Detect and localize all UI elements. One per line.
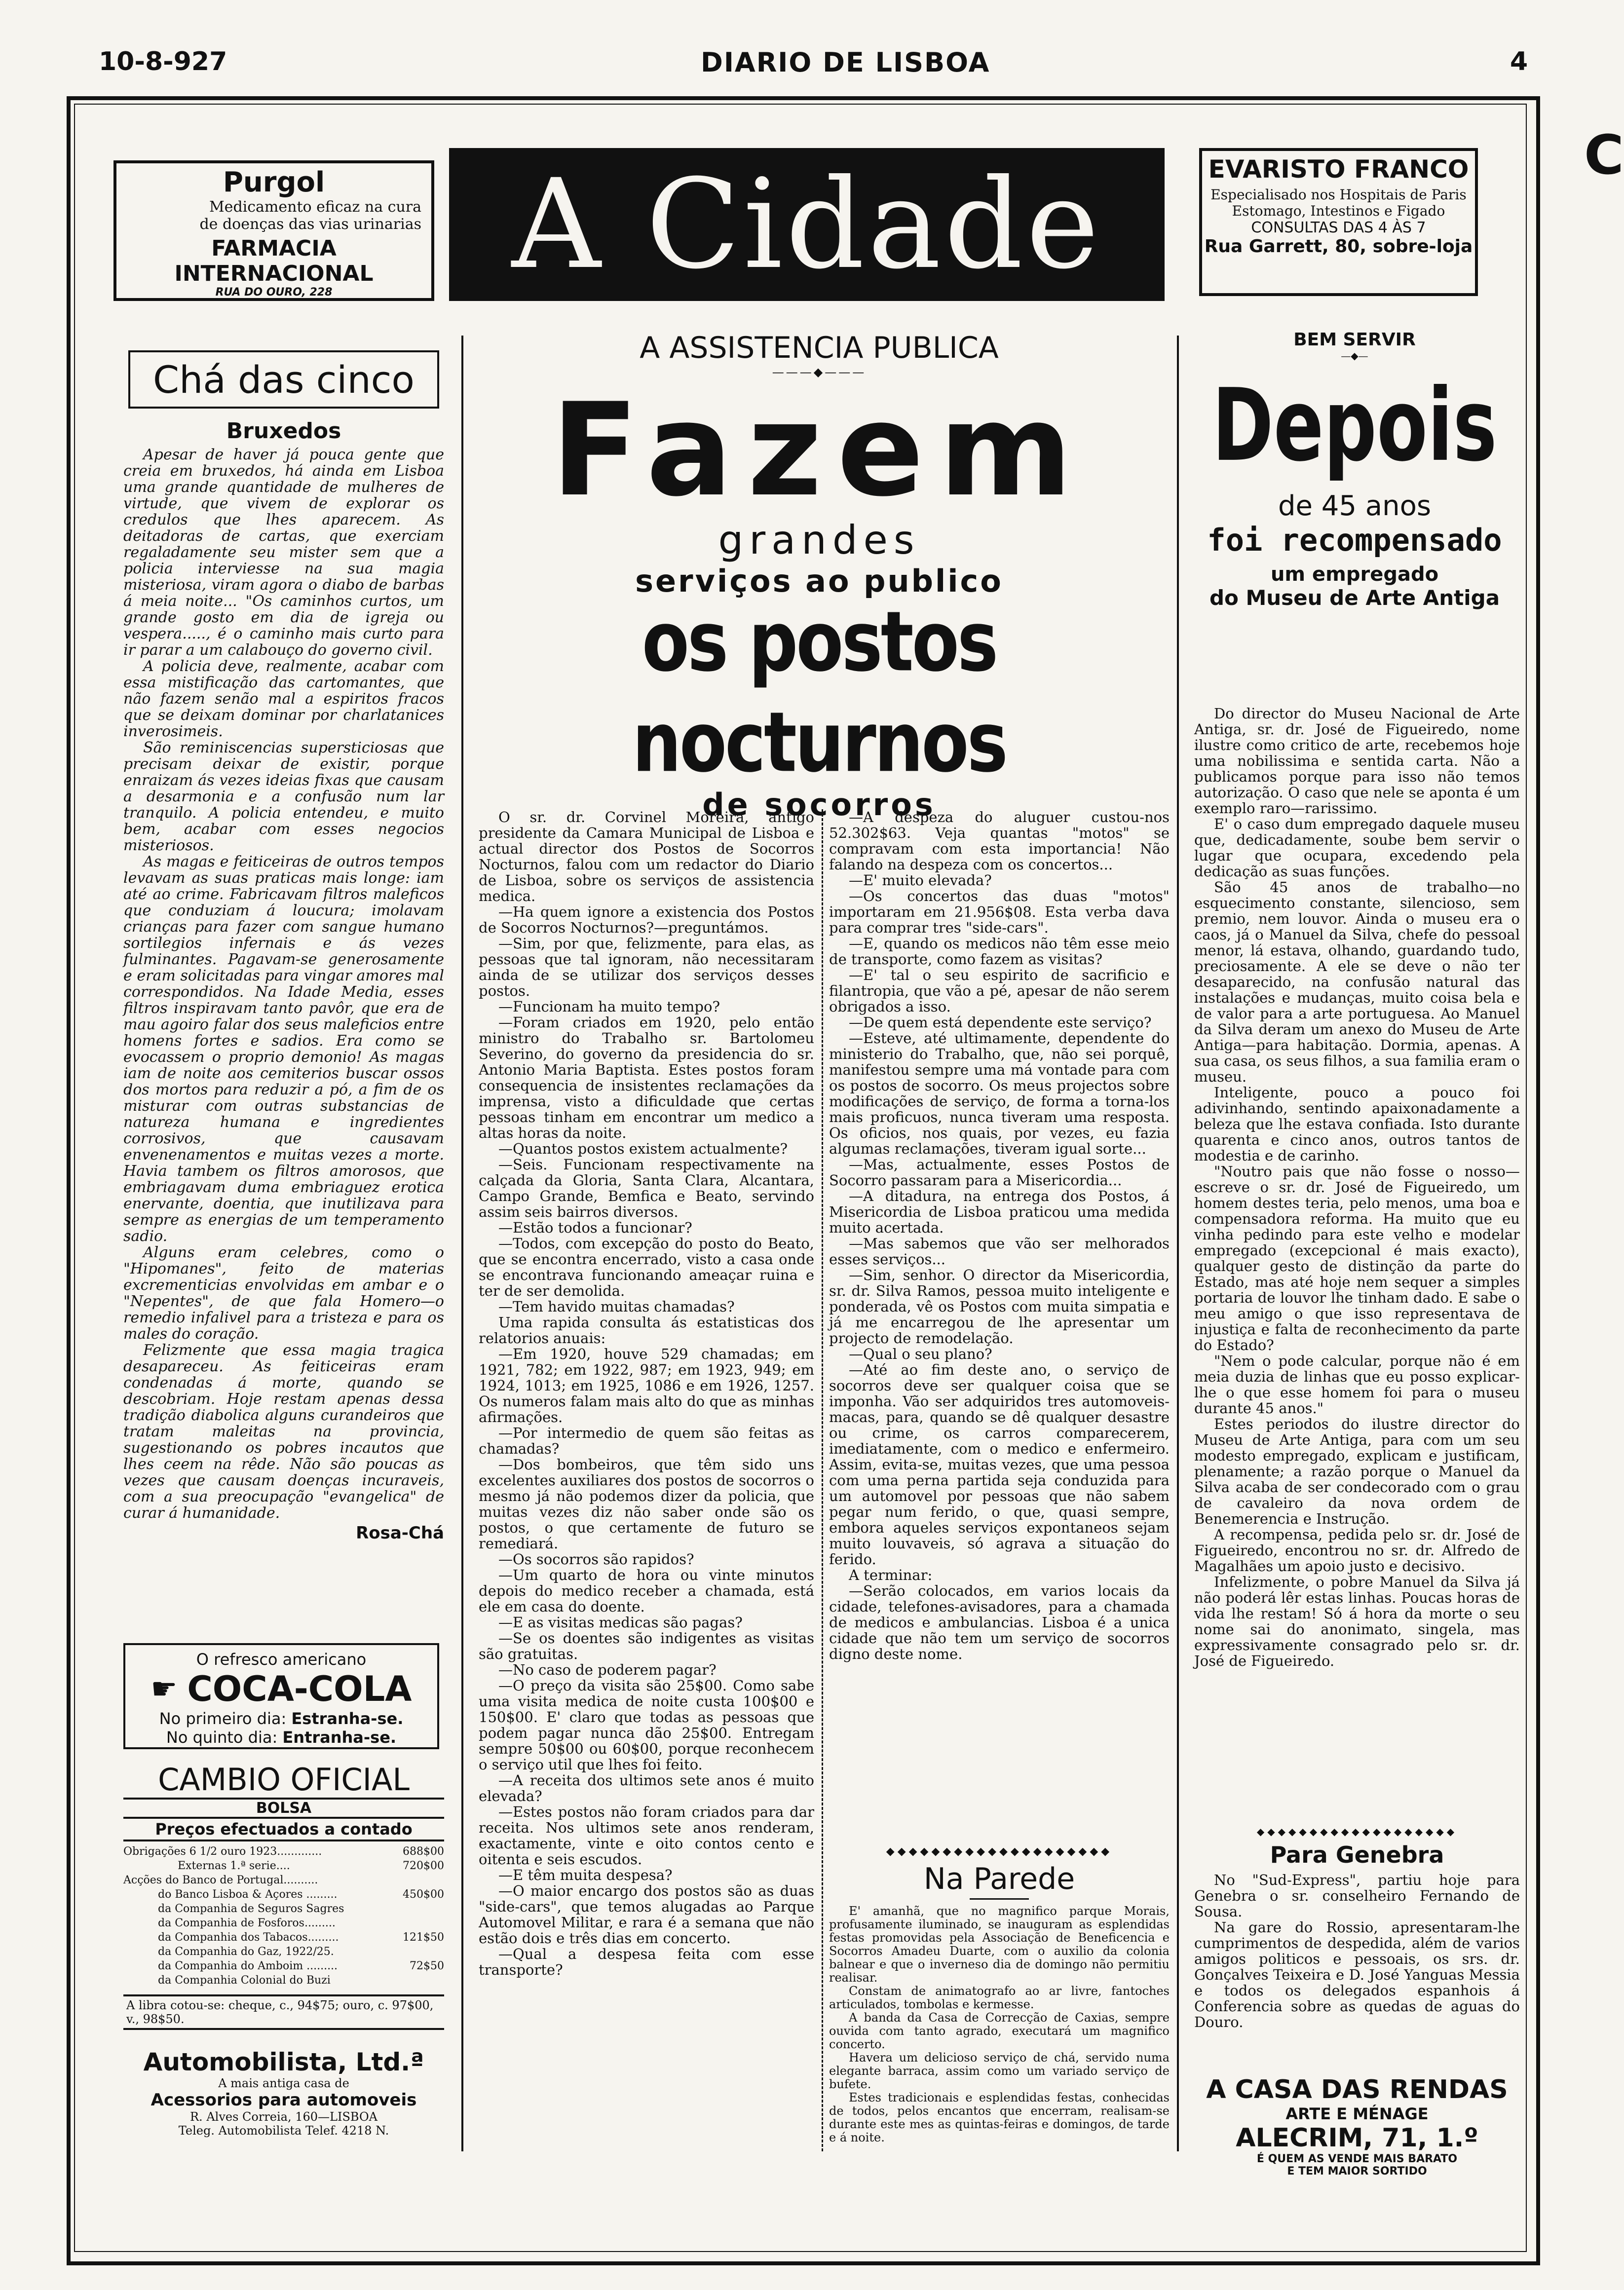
table-row [123,1930,444,1945]
depois-paragraph: Do director do Museu Nacional de Arte Antiga, sr. dr. José de Figueiredo, nome ilustre como critico de arte, recebemos hoje uma nobilissima e sentida carta. Não a publicamos porque para isso não temos autorização. O caso que nele se aponta é um exemplo raro—rarissimo. [1194,705,1520,817]
parede-rule [970,1898,1029,1900]
rendas-line2: É QUEM AS VENDE MAIS BARATO [1256,2153,1458,2165]
assistencia-paragraph: —O maior encargo dos postos são as duas "side-cars", que temos alugadas ao Parque Automovel Militar, e rara é a semana que não estão dois e três dias em concerto. [479,1882,814,1947]
rendas-address: ALECRIM, 71, 1.º [1236,2123,1478,2153]
parede-ornament: ◆◆◆◆◆◆◆◆◆◆◆◆◆◆◆◆◆◆◆◆ [886,1845,1113,1858]
assistencia-paragraph: —Ha quem ignore a existencia dos Postos de Socorros Nocturnos?—preguntámos. [479,903,814,936]
table-row [123,1945,444,1959]
assistencia-paragraph: —E, quando os medicos não têm esse meio de transporte, como fazem as visitas? [829,935,1170,968]
coca-line2a: No primeiro dia: [159,1709,287,1728]
evaristo-line3: CONSULTAS DAS 4 ÀS 7 [1251,219,1426,236]
column-rule-3 [822,809,824,2151]
automobilista-line3: R. Alves Correia, 160—LISBOA [189,2110,378,2124]
assistencia-col1 [479,809,814,1978]
cambio-table [123,1844,444,1988]
cha-paragraph: Apesar de haver já pouca gente que creia em bruxedos, há ainda em Lisboa uma grande quantidade de mulheres de virtude, que vivem de explorar os credulos que lhes aparecem. As deitadoras de cartas, que exerciam regaladamente seu mister sem que a policia interviesse na sua magia misteriosa, viram agora o diabo de barbas á meia noite... "Os caminhos curtos, um grande gosto em dia de igreja ou vespera....., é o caminho mais curto para ir parar a um calabouço do governo civil. [123,446,444,659]
depois-deck3: um empregado [1270,563,1439,586]
assistencia-paragraph: —E' tal o seu espirito de sacrificio e filantropia, que vão a pé, apesar de não serem obrigados a isso. [829,967,1170,1015]
assistencia-paragraph: —No caso de poderem pagar? [498,1661,717,1678]
assistencia-paragraph: —De quem está dependente este serviço? [849,1014,1152,1031]
parede-paragraph: Estes tradicionais e esplendidas festas, conhecidas de todos, pelos encantos que encerram, realisam-se durante este mes as quintas-feiras e domingos, de tarde e á noite. [829,2091,1170,2144]
table-row [123,1844,444,1859]
parede-paragraph: Havera um delicioso serviço de chá, servido numa elegante barraca, assim como um variado serviço de bufete. [829,2051,1170,2091]
depois-paragraph: São 45 anos de trabalho—no esquecimento constante, silencioso, sem premio, nem louvor. Ainda o museu era o caos, já o Manuel da Silva, chefe do pessoal menor, lá estava, olhando, guardando tudo, preciosamente. A ele se deve o não ter desaparecido, na confusão natural das instalações e mudanças, muito coisa bela e de valor para a arte portuguesa. Ao Manuel da Silva deram um anexo do Museu de Arte Antiga—para habitação. Dormia, apenas. A sua casa, os seus filhos, a sua familia eram o museu. [1194,879,1520,1085]
parede-paragraph: Constam de animatografo ao ar livre, fantoches articulados, tombolas e kermesse. [829,1984,1170,2011]
assistencia-deck2: serviços ao publico [635,563,1003,599]
table-row [123,1873,444,1887]
assistencia-paragraph: —Os socorros são rapidos? [498,1551,694,1568]
coca-brand: COCA-COLA [187,1669,412,1709]
cha-body [123,447,444,1521]
page-number: 4 [1510,47,1528,76]
evaristo-line2: Estomago, Intestinos e Figado [1232,203,1445,219]
cha-subheading: Bruxedos [226,418,341,444]
cambio-row-value: 450$00 [403,1888,444,1901]
table-row [123,1859,444,1873]
table-row [123,1887,444,1902]
table-row [123,1973,444,1988]
assistencia-paragraph: —Todos, com excepção do posto do Beato, que se encontra encerrado, visto a casa onde se encontrava funcionando ameaçar ruina e ter de ser demolida. [479,1235,814,1299]
cambio-heading: Preços efectuados a contado [155,1820,413,1839]
automobilista-ad [123,2048,444,2138]
purgol-line2: de doenças das vias urinarias [199,216,421,233]
cambio-row-label: Acções do Banco de Portugal.......... [123,1874,318,1886]
newspaper-title: DIARIO DE LISBOA [701,47,990,78]
assistencia-paragraph: —Estes postos não foram criados para dar receita. Nos ultimos sete anos renderam, exactamente, vinte e oito contos cento e oitenta e seis escudos. [479,1803,814,1868]
cha-heading-box [128,350,439,409]
assistencia-paragraph: —A despeza do aluguer custou-nos 52.302$63. Veja quantas "motos" se compravam com esta importancia! Não falando na despeza com os concertos... [829,809,1170,873]
coca-cola-ad [123,1643,439,1749]
assistencia-paragraph: —Por intermedio de quem são feitas as chamadas? [479,1425,814,1457]
evaristo-address: Rua Garrett, 80, sobre-loja [1204,236,1473,257]
purgol-address: RUA DO OURO, 228 [215,286,333,299]
pointing-hand-icon: ☛ [151,1672,178,1706]
cambio-row-label: da Companhia do Gaz, 1922/25. [158,1946,334,1958]
table-row [123,1916,444,1930]
genebra-paragraph: Na gare do Rossio, apresentaram-lhe cumprimentos de despedida, além de varios amigos politicos e pessoais, os srs. dr. Gonçalves Teixeira e D. José Yanguas Messia e todos os delegados espanhois á Conferencia sobre as quedas de aguas do Douro. [1194,1919,1520,2030]
cambio-rule [123,1840,444,1841]
masthead [449,148,1165,301]
cambio-row-label: da Companhia do Amboim ......... [158,1960,338,1972]
assistencia-paragraph: —Tem havido muitas chamadas? [498,1298,735,1315]
genebra-section [1194,1826,1520,2030]
coca-line1: O refresco americano [196,1650,367,1669]
rendas-line3: E TEM MAIOR SORTIDO [1287,2165,1427,2177]
rendas-line1: ARTE E MÉNAGE [1285,2104,1429,2123]
cha-column [123,336,444,1543]
cambio-section [123,1762,444,2030]
cambio-subtitle: BOLSA [256,1800,312,1817]
cambio-libra: A libra cotou-se: cheque, c., 94$75; ouro, c. 97$00, v., 98$50. [126,1998,434,2026]
automobilista-name: Automobilista, Ltd.ª [143,2048,424,2076]
assistencia-paragraph: —Mas sabemos que vão ser melhorados esses serviços... [829,1235,1170,1268]
assistencia-kicker: A ASSISTENCIA PUBLICA [640,331,999,365]
assistencia-paragraph: —E as visitas medicas são pagas? [498,1614,743,1631]
depois-paragraph: Estes periodos do ilustre director do Museu de Arte Antiga, para com um seu modesto empregado, explicam e justificam, plenamente; a razão porque o Manuel da Silva acaba de ser condecorado com o grau de cavaleiro da nova ordem de Benemerencia e Instrução. [1194,1416,1520,1527]
rendas-ad [1194,2075,1520,2177]
assistencia-paragraph: —Os concertos das duas "motos" importaram em 21.956$08. Esta verba dava para comprar tres "side-cars". [829,888,1170,936]
depois-paragraph: "Noutro pais que não fosse o nosso—escreve o sr. dr. José de Figueiredo, um homem destes teria, pelo menos, uma boa e compensadora reforma. Ha muito que eu vinha pedindo para este velho e modelar empregado (excepcional é mais exacto), qualquer gesto de distinção da parte do Estado, mas até hoje nem sequer a simples portaria de louvor lhe tinham dado. E sabe o meu amigo o que isso representava de injustiça e falta de reconhecimento da parte do Estado? [1194,1163,1520,1353]
assistencia-deck1: grandes [718,517,920,563]
assistencia-paragraph: —Foram criados em 1920, pelo então ministro do Trabalho sr. Bartolomeu Severino, do governo da presidencia do sr. Antonio Maria Baptista. Estes postos foram consequencia de insistentes reclamações da imprensa, visto a dificuldade que certas pessoas tinham em encontrar um medico a altas horas da noite. [479,1014,814,1141]
coca-line3b: Entranha-se. [282,1728,397,1747]
cambio-row-label: do Banco Lisboa & Açores ......... [158,1888,338,1901]
cha-paragraph: As magas e feiticeiras de outros tempos levavam as suas praticas mais longe: iam até ao crime. Fabricavam filtros maleficos que conduziam á loucura; imolavam crianças para fazer com sangue humano sortilegios infernais e ás vezes fulminantes. Pagavam-se generosamente e eram solicitadas para vingar amores mal correspondidos. Na Idade Media, esses filtros inspiravam tanto pavôr, que era de mau agoiro falar dos seus maleficios entre homens fortes e sadios. Era como se evocassem o proprio demonio! As magas iam de noite aos cemiterios buscar ossos dos mortos para reduzir a pó, a fim de os misturar com outras substancias de natureza humana e ingredientes corrosivos, que causavam envenenamentos e muitas vezes a morte. Havia tambem os filtros amorosos, que embriagavam duma embriaguez erotica enervante, doentia, que inutilizava para sempre as energias de um temperamento sadio. [123,853,444,1245]
column-rule-2 [1177,336,1179,2151]
assistencia-headline2: os postos nocturnos [632,594,1006,791]
assistencia-paragraph: —O preço da visita são 25$00. Como sabe uma visita medica de noite custa 100$00 e 150$00. E' claro que todas as pessoas que podem pagar nunca dão 25$00. Entregam sempre 50$00 ou 60$00, porque reconhecem o serviço util que lhes foi feito. [479,1677,814,1773]
genebra-paragraph: No "Sud-Express", partiu hoje para Genebra o sr. conselheiro Fernando de Sousa. [1194,1872,1520,1920]
cha-paragraph: A policia deve, realmente, acabar com essa mistificação das cartomantes, que não fazem senão mal a espiritos fracos que se deixam dominar por charlatanices inverosimeis. [123,658,444,740]
parede-title: Na Parede [923,1862,1075,1896]
depois-heading [1184,326,1525,610]
assistencia-paragraph: —A receita dos ultimos sete anos é muito elevada? [479,1772,814,1804]
cha-paragraph: Felizmente que essa magia tragica desapareceu. As feiticeiras eram condenadas á morte, quando se descobriam. Hoje restam apenas dessa tradição diabolica alguns curandeiros que tratam maleitas na provincia, sugestionando os pobres incautos que lhes ceem na rêde. Não são poucas as vezes que causam doenças incuraveis, com a sua preocupação "evangelica" de curar á humanidade. [123,1342,444,1522]
assistencia-paragraph: —Sim, por que, felizmente, para elas, as pessoas que tal ignoram, não necessitaram ainda de se utilizar dos serviços desses postos. [479,935,814,999]
depois-deck2: foi recompensado [1207,522,1502,558]
assistencia-heading [469,326,1170,823]
depois-deck4: do Museu de Arte Antiga [1209,586,1500,610]
coca-line3a: No quinto dia: [166,1728,278,1747]
depois-paragraph: E' o caso dum empregado daquele museu que, dedicadamente, soube bem servir o lugar que ocupara, excedendo pela dedicação as suas funções. [1194,816,1520,880]
depois-paragraph: A recompensa, pedida pelo sr. dr. José de Figueiredo, encontrou no sr. dr. Alfredo de Magalhães um apoio justo e decisivo. [1194,1526,1520,1575]
coca-line2b: Estranha-se. [291,1709,404,1728]
assistencia-paragraph: —Se os doentes são indigentes as visitas são gratuitas. [479,1630,814,1662]
assistencia-paragraph: —E têm muita despesa? [498,1867,673,1883]
cha-paragraph: Alguns eram celebres, como o "Hipomanes", feito de materias excrementicias envolvidas em ambar e o "Nepentes", de que fala Homero—o remedio infalivel para a tristeza e para os males do coração. [123,1244,444,1343]
evaristo-ad [1199,148,1478,296]
assistencia-paragraph: —Estão todos a funcionar? [498,1219,692,1236]
cha-paragraph: São reminiscencias supersticiosas que precisam deixar de existir, porque enraizam ás vezes ideias fixas que causam a desarmonia e a confusão num lar tranquilo. A policia entendeu, e muito bem, acabar com esses negocios misteriosos. [123,739,444,854]
cambio-row-label: Obrigações 6 1/2 ouro 1923............. [123,1845,322,1858]
parede-section [829,1845,1170,2144]
cambio-row-value: 121$50 [403,1931,444,1944]
assistencia-paragraph: A terminar: [849,1567,933,1583]
cambio-row-label: da Companhia dos Tabacos......... [158,1931,339,1944]
column-rule-1 [461,336,463,2151]
parede-paragraph: A banda da Casa de Correcção de Caxias, sempre ouvida com tanto agrado, executará um magnifico concerto. [829,2011,1170,2051]
evaristo-name: EVARISTO FRANCO [1208,155,1469,184]
cropped-edge-glyph: C [1584,123,1624,187]
purgol-line1: Medicamento eficaz na cura [209,198,421,216]
genebra-title: Para Genebra [1270,1841,1444,1868]
parede-paragraph: E' amanhã, que no magnifico parque Morais, profusamente iluminado, se inauguram as esplendidas festas promovidas pela Associação de Beneficencia e Socorros Amadeu Duarte, com o auxilio da colonia balnear e que o inverneso dia de domingo não permitiu realisar. [829,1904,1170,1985]
cambio-row-label: da Companhia de Seguros Sagres [158,1903,344,1915]
cambio-rule [123,2028,444,2030]
purgol-name: Purgol [223,166,325,198]
depois-deck1: de 45 anos [1278,490,1432,522]
assistencia-paragraph: —Qual a despesa feita com esse transporte? [479,1946,814,1978]
assistencia-paragraph: —Mas, actualmente, esses Postos de Socorro passaram para a Misericordia... [829,1156,1170,1189]
assistencia-paragraph: —Funcionam ha muito tempo? [498,998,720,1015]
parede-body [829,1905,1170,2144]
automobilista-line2: Acessorios para automoveis [151,2090,417,2110]
assistencia-paragraph: O sr. dr. Corvinel Moreira, antigo presidente da Camara Municipal de Lisboa e actual director dos Postos de Socorros Nocturnos, falou com um redactor do Diario de Lisboa, sobre os serviços de assistencia medica. [479,809,814,904]
assistencia-headline: Fazem [551,376,1088,525]
depois-paragraph: Infelizmente, o pobre Manuel da Silva já não poderá lêr estas linhas. Poucas horas de vida lhe restam! Só á hora da morte o seu nome sai do anonimato, singela, mas expressivamente consagrado pelo sr. dr. José de Figueiredo. [1194,1574,1520,1669]
assistencia-paragraph: —Seis. Funcionam respectivamente na calçada da Gloria, Santa Clara, Alcantara, Campo Grande, Bemfica e Beato, servindo assim seis bairros diversos. [479,1156,814,1220]
depois-kicker: BEM SERVIR [1293,330,1416,350]
assistencia-paragraph: —Dos bombeiros, que têm sido uns excelentes auxiliares dos postos de socorros o mesmo já não podemos dizer da policia, que muitas vezes diz não saber onde são os postos, o que certamente de futuro se remediará. [479,1456,814,1552]
assistencia-paragraph: —Até ao fim deste ano, o serviço de socorros deve ser qualquer coisa que se imponha. Vão ser adquiridos tres automoveis-macas, para, quando se dê qualquer desastre ou crime, os carros comparecerem, imediatamente, com o medico e enfermeiro. Assim, evita-se, muitas vezes, que uma pessoa com uma perna partida seja conduzida para um automovel por pessoas que não sabem pegar num ferido, o que, quasi sempre, embora aqueles serviços expontaneos sejam muito louvaveis, só agrava a situação do ferido. [829,1361,1170,1568]
table-row [123,1959,444,1973]
assistencia-paragraph: —E' muito elevada? [849,872,992,889]
cambio-row-value: 720$00 [403,1860,444,1872]
depois-body [1194,706,1520,1669]
cambio-row-label: Externas 1.ª serie.... [178,1860,290,1872]
cha-signature: Rosa-Chá [356,1523,444,1543]
issue-date: 10-8-927 [99,47,227,76]
masthead-title: A Cidade [511,152,1102,296]
assistencia-paragraph: —Serão colocados, em varios locais da cidade, telefones-avisadores, para a chamada de medicos e ambulancias. Lisboa é a unica cidade que não tem um serviço de socorros digno deste nome. [829,1582,1170,1662]
genebra-body [1194,1872,1520,2030]
assistencia-col2 [829,809,1170,1662]
depois-kicker-ornament: —◆— [1341,350,1368,362]
cambio-row-label: da Companhia Colonial do Buzi [158,1974,331,1987]
evaristo-line1: Especialisado nos Hospitais de Paris [1210,187,1467,203]
depois-paragraph: Inteligente, pouco a pouco foi adivinhando, sentindo apaixonadamente a beleza que lhe estava confiada. Isto durante quarenta e cinco anos, outros tantos de modestia e de carinho. [1194,1084,1520,1164]
cambio-rule [123,1817,444,1819]
assistencia-paragraph: —Quantos postos existem actualmente? [498,1140,788,1157]
depois-headline: Depois [1212,368,1497,484]
assistencia-paragraph: —Sim, senhor. O director da Misericordia, sr. dr. Silva Ramos, pessoa muito inteligente e ponderada, vê os Postos com muita simpatia e já me encarregou de lhe apresentar um projecto de remodelação. [829,1267,1170,1347]
cha-heading: Chá das cinco [153,357,415,402]
purgol-pharmacy: FARMACIA INTERNACIONAL [174,236,374,286]
assistencia-paragraph: —Esteve, até ultimamente, dependente do ministerio do Trabalho, que, não sei porquê, manifestou sempre uma má vontade para com os postos de socorro. Os meus projectos sobre modificações de serviço, de forma a torna-los mais proficuos, nunca tiveram uma resposta. Os oficios, nos quais, por vezes, eu fazia algumas reclamações, tiveram igual sorte... [829,1030,1170,1157]
cambio-title: CAMBIO OFICIAL [158,1762,410,1798]
cambio-row-label: da Companhia de Fosforos......... [158,1917,336,1929]
cambio-row-value: 688$00 [403,1845,444,1858]
cambio-row-value: 72$50 [410,1960,444,1972]
coca-brand-row [125,1669,437,1709]
assistencia-paragraph: —Qual o seu plano? [849,1346,992,1362]
assistencia-kicker-ornament: ———◆——— [772,365,867,379]
assistencia-paragraph: —Um quarto de hora ou vinte minutos depois do medico receber a chamada, está ele em casa do doente. [479,1567,814,1615]
table-row [123,1902,444,1916]
assistencia-paragraph: —Em 1920, houve 529 chamadas; em 1921, 782; em 1922, 987; em 1923, 949; em 1924, 1013; em 1925, 1086 e em 1926, 1257. Os numeros falam mais alto do que as minhas afirmações. [479,1346,814,1426]
automobilista-line1: A mais antiga casa de [218,2076,349,2090]
assistencia-paragraph: Uma rapida consulta ás estatisticas dos relatorios anuais: [479,1314,814,1347]
purgol-ad [113,160,434,301]
assistencia-paragraph: —A ditadura, na entrega dos Postos, á Misericordia de Lisboa praticou uma medida muito acertada. [829,1188,1170,1236]
depois-paragraph: "Nem o pode calcular, porque não é em meia duzia de linhas que eu posso explicar-lhe o que esse homem foi para o museu durante 45 anos." [1194,1352,1520,1417]
rendas-name: A CASA DAS RENDAS [1206,2075,1508,2104]
genebra-ornament: ◆◆◆◆◆◆◆◆◆◆◆◆◆◆◆◆◆◆◆ [1256,1826,1458,1838]
automobilista-line4: Teleg. Automobilista Telef. 4218 N. [178,2124,389,2138]
assistencia-deck3: de socorros [702,787,936,823]
